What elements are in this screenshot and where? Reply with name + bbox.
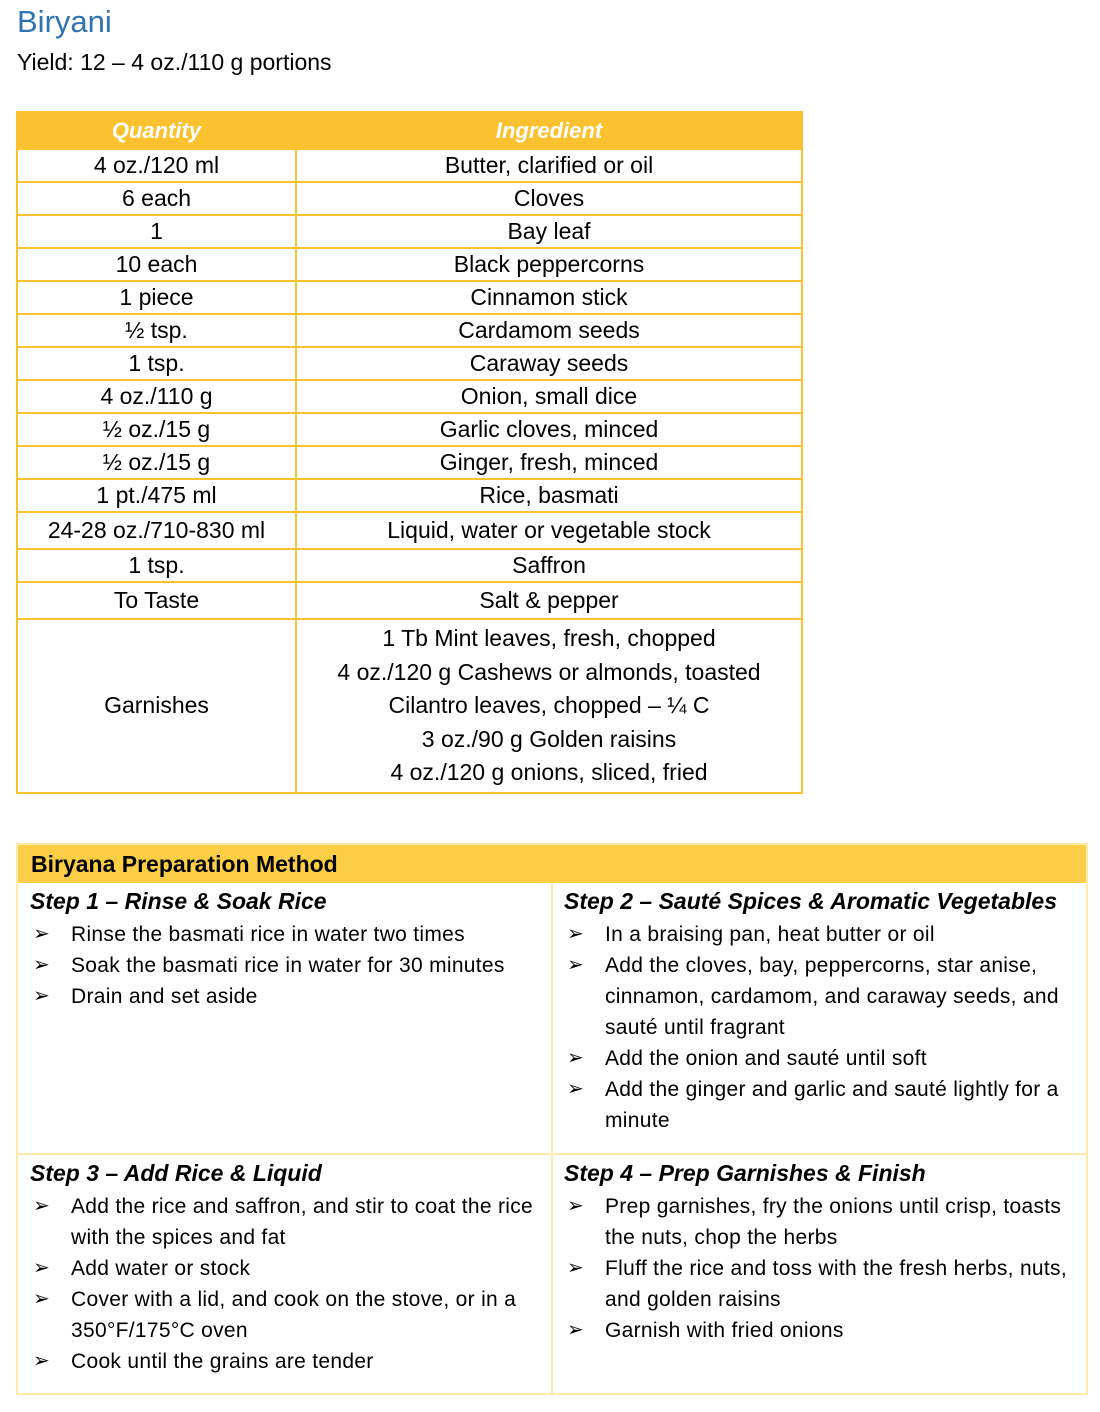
list-item bbox=[564, 1191, 1086, 1253]
step-text: Soak the basmati rice in water for 30 minutes bbox=[71, 954, 505, 977]
step-text: Drain and set aside bbox=[71, 985, 258, 1008]
quantity-cell: 6 each bbox=[17, 182, 296, 215]
ingredient-table bbox=[16, 111, 803, 794]
step-text: Add the rice and saffron, and stir to coat the rice with the spices and fat bbox=[71, 1195, 534, 1249]
method-title: Biryana Preparation Method bbox=[18, 845, 1086, 883]
step-list bbox=[564, 1191, 1086, 1346]
quantity-cell: 4 oz./110 g bbox=[17, 380, 296, 413]
list-item bbox=[564, 1043, 1086, 1074]
quantity-cell: ½ oz./15 g bbox=[17, 446, 296, 479]
table-row bbox=[17, 413, 802, 446]
list-item bbox=[30, 1346, 551, 1377]
arrow-bullet-icon: ➢ bbox=[567, 1078, 585, 1100]
arrow-bullet-icon: ➢ bbox=[567, 1257, 585, 1279]
arrow-bullet-icon: ➢ bbox=[567, 1319, 585, 1341]
arrow-bullet-icon: ➢ bbox=[567, 954, 585, 976]
table-row bbox=[17, 248, 802, 281]
ingredient-cell: Cinnamon stick bbox=[296, 281, 802, 314]
list-item bbox=[30, 1191, 551, 1253]
step-list bbox=[30, 919, 551, 1012]
yield-text: Yield: 12 – 4 oz./110 g portions bbox=[17, 49, 332, 75]
ingredient-header: Ingredient bbox=[296, 112, 802, 149]
ingredient-cell: Caraway seeds bbox=[296, 347, 802, 380]
table-row bbox=[17, 314, 802, 347]
preparation-method bbox=[16, 843, 1088, 1395]
ingredient-cell: Ginger, fresh, minced bbox=[296, 446, 802, 479]
quantity-cell: To Taste bbox=[17, 582, 296, 619]
step-text: In a braising pan, heat butter or oil bbox=[605, 923, 935, 946]
arrow-bullet-icon: ➢ bbox=[33, 985, 51, 1007]
quantity-cell: 1 pt./475 ml bbox=[17, 479, 296, 512]
step-1-cell bbox=[18, 883, 553, 1155]
arrow-bullet-icon: ➢ bbox=[33, 1195, 51, 1217]
garnish-item: 4 oz./120 g onions, sliced, fried bbox=[390, 759, 708, 785]
arrow-bullet-icon: ➢ bbox=[33, 1257, 51, 1279]
ingredient-cell: Garlic cloves, minced bbox=[296, 413, 802, 446]
garnish-item: 3 oz./90 g Golden raisins bbox=[421, 725, 677, 752]
arrow-bullet-icon: ➢ bbox=[33, 954, 51, 976]
table-row bbox=[17, 182, 802, 215]
quantity-cell: 24-28 oz./710-830 ml bbox=[17, 512, 296, 549]
list-item bbox=[30, 1253, 551, 1284]
arrow-bullet-icon: ➢ bbox=[567, 1047, 585, 1069]
table-row bbox=[17, 281, 802, 314]
table-row bbox=[17, 582, 802, 619]
step-text: Cook until the grains are tender bbox=[71, 1350, 374, 1373]
table-row bbox=[17, 446, 802, 479]
ingredient-cell: Liquid, water or vegetable stock bbox=[296, 512, 802, 549]
list-item bbox=[564, 1315, 1086, 1346]
step-list bbox=[564, 919, 1086, 1136]
step-4-cell bbox=[553, 1155, 1086, 1393]
step-text: Garnish with fried onions bbox=[605, 1319, 844, 1342]
table-row bbox=[17, 149, 802, 182]
step-text: Cover with a lid, and cook on the stove, or in a 350°F/175°C oven bbox=[71, 1288, 517, 1342]
garnish-list bbox=[296, 619, 802, 793]
table-row bbox=[17, 512, 802, 549]
step-title: Step 1 – Rinse & Soak Rice bbox=[30, 888, 327, 914]
ingredient-cell: Cloves bbox=[296, 182, 802, 215]
step-text: Add the ginger and garlic and sauté lightly for a minute bbox=[605, 1078, 1059, 1132]
garnish-item: 4 oz./120 g Cashews or almonds, toasted bbox=[337, 658, 761, 685]
arrow-bullet-icon: ➢ bbox=[33, 923, 51, 945]
list-item bbox=[564, 1074, 1086, 1136]
quantity-cell: 1 tsp. bbox=[17, 347, 296, 380]
arrow-bullet-icon: ➢ bbox=[567, 923, 585, 945]
list-item bbox=[564, 1253, 1086, 1315]
method-grid bbox=[18, 883, 1086, 1393]
arrow-bullet-icon: ➢ bbox=[33, 1288, 51, 1310]
quantity-cell: ½ tsp. bbox=[17, 314, 296, 347]
garnish-item: Cilantro leaves, chopped – ¼ C bbox=[388, 692, 710, 718]
list-item bbox=[30, 919, 551, 950]
list-item bbox=[564, 950, 1086, 1043]
table-row bbox=[17, 215, 802, 248]
quantity-header: Quantity bbox=[17, 112, 296, 149]
list-item bbox=[564, 919, 1086, 950]
quantity-cell: 1 bbox=[17, 215, 296, 248]
quantity-cell: 1 piece bbox=[17, 281, 296, 314]
table-row bbox=[17, 549, 802, 582]
garnish-item: 1 Tb Mint leaves, fresh, chopped bbox=[382, 625, 716, 651]
step-text: Add the cloves, bay, peppercorns, star anise, cinnamon, cardamom, and caraway seeds, and sauté until fragrant bbox=[605, 954, 1059, 1039]
step-title: Step 4 – Prep Garnishes & Finish bbox=[564, 1160, 926, 1186]
quantity-cell: ½ oz./15 g bbox=[17, 413, 296, 446]
list-item bbox=[30, 1284, 551, 1346]
table-row bbox=[17, 380, 802, 413]
step-3-cell bbox=[18, 1155, 553, 1393]
arrow-bullet-icon: ➢ bbox=[33, 1350, 51, 1372]
step-text: Rinse the basmati rice in water two times bbox=[71, 923, 465, 946]
arrow-bullet-icon: ➢ bbox=[567, 1195, 585, 1217]
ingredient-cell: Black peppercorns bbox=[296, 248, 802, 281]
garnish-row bbox=[17, 619, 802, 793]
step-title: Step 3 – Add Rice & Liquid bbox=[30, 1160, 322, 1186]
step-text: Fluff the rice and toss with the fresh herbs, nuts, and golden raisins bbox=[605, 1257, 1067, 1311]
ingredient-cell: Saffron bbox=[296, 549, 802, 582]
step-text: Add water or stock bbox=[71, 1257, 251, 1280]
step-2-cell bbox=[553, 883, 1086, 1155]
step-text: Prep garnishes, fry the onions until crisp, toasts the nuts, chop the herbs bbox=[605, 1195, 1062, 1249]
recipe-title: Biryani bbox=[17, 4, 112, 39]
table-header-row bbox=[17, 112, 802, 149]
ingredient-cell: Onion, small dice bbox=[296, 380, 802, 413]
quantity-cell: 1 tsp. bbox=[17, 549, 296, 582]
ingredient-cell: Rice, basmati bbox=[296, 479, 802, 512]
quantity-cell: 10 each bbox=[17, 248, 296, 281]
list-item bbox=[30, 981, 551, 1012]
ingredient-cell: Bay leaf bbox=[296, 215, 802, 248]
ingredient-cell: Salt & pepper bbox=[296, 582, 802, 619]
step-text: Add the onion and sauté until soft bbox=[605, 1047, 927, 1070]
step-title: Step 2 – Sauté Spices & Aromatic Vegetables bbox=[564, 888, 1057, 914]
quantity-cell: 4 oz./120 ml bbox=[17, 149, 296, 182]
table-row bbox=[17, 347, 802, 380]
table-row bbox=[17, 479, 802, 512]
garnish-label: Garnishes bbox=[17, 619, 296, 793]
list-item bbox=[30, 950, 551, 981]
step-list bbox=[30, 1191, 551, 1377]
ingredient-cell: Butter, clarified or oil bbox=[296, 149, 802, 182]
ingredient-cell: Cardamom seeds bbox=[296, 314, 802, 347]
